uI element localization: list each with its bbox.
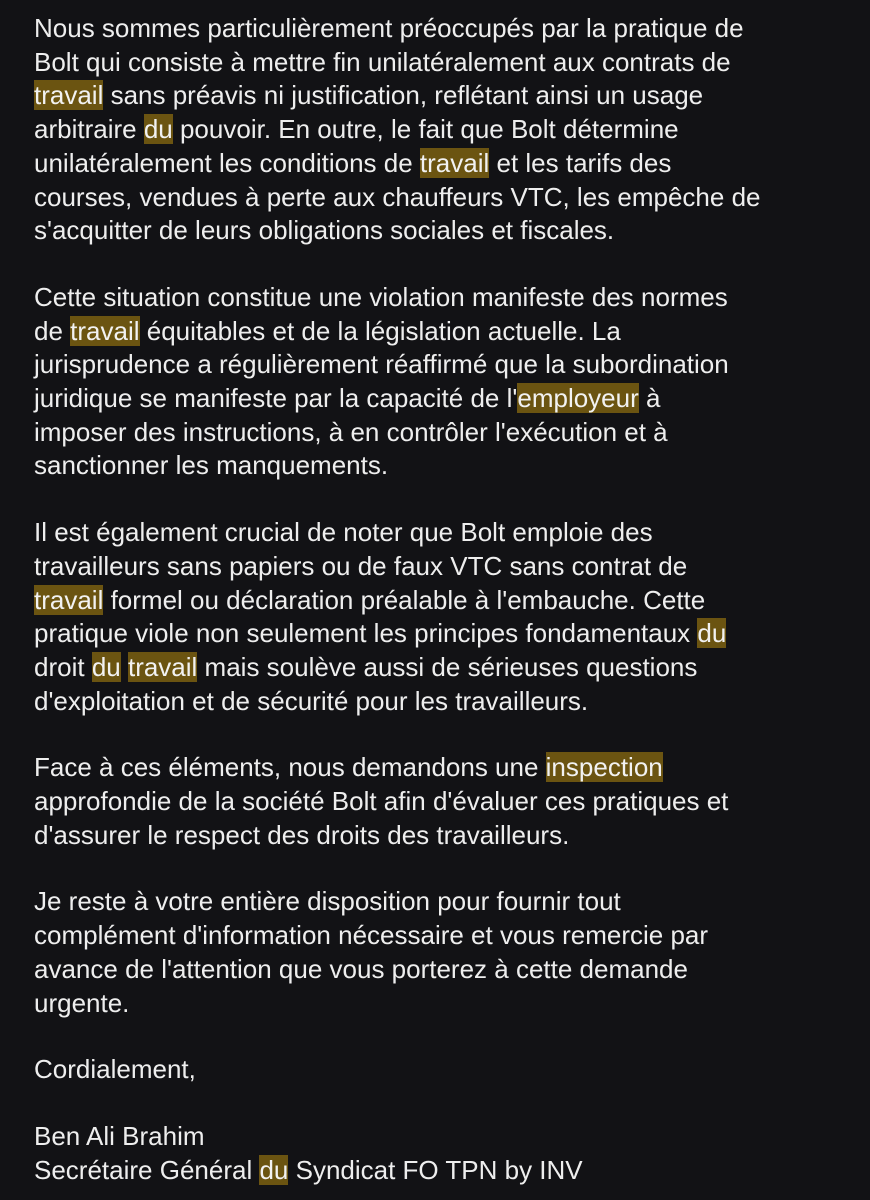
text-segment: d'exploitation et de sécurité pour les travailleurs. [34,685,589,716]
text-segment: complément d'information nécessaire et vous remercie par [34,920,709,951]
text-line [34,1154,850,1188]
text-segment: imposer des instructions, à en contrôler l'exécution et à [34,416,668,447]
text-line [34,751,850,785]
text-line [34,953,850,987]
text-line [34,685,850,719]
text-segment: Il est également crucial de noter que Bolt emploie des [34,517,653,548]
text-segment: droit [34,651,92,682]
text-segment: travailleurs sans papiers ou de faux VTC sans contrat de [34,550,688,581]
text-segment: avance de l'attention que vous porterez à cette demande [34,953,688,984]
text-segment: Cette situation constitue une violation manifeste des normes [34,281,728,312]
text-line [34,416,850,450]
highlighted-term: travail [419,147,490,178]
text-line [34,147,850,181]
text-line [34,516,850,550]
text-segment: pratique viole non seulement les principes fondamentaux [34,618,698,649]
highlighted-term: travail [34,584,104,615]
highlighted-term: du [259,1154,289,1185]
paragraph-availability [34,885,850,1020]
text-line [34,281,850,315]
text-line [34,181,850,215]
text-line [34,315,850,349]
paragraph-inspection-request [34,751,850,852]
text-line [34,1053,850,1087]
text-line [34,617,850,651]
text-line [34,348,850,382]
text-segment [121,652,128,682]
text-line [34,214,850,248]
text-segment: arbitraire [34,114,144,145]
highlighted-term: du [143,114,173,145]
text-line [34,819,850,853]
text-segment: formel ou déclaration préalable à l'embauche. Cette [103,584,706,615]
text-segment: courses, vendues à perte aux chauffeurs VTC, les empêche de [34,181,761,212]
text-segment: jurisprudence a régulièrement réaffirmé que la subordination [34,349,729,380]
text-segment: Cordialement, [34,1054,196,1085]
text-segment: Bolt qui consiste à mettre fin unilatéralement aux contrats de [34,46,731,77]
text-segment: d'assurer le respect des droits des travailleurs. [34,819,570,850]
text-line [34,46,850,80]
text-segment: sanctionner les manquements. [34,450,389,481]
text-segment: à [638,383,661,414]
text-segment: unilatéralement les conditions de [34,147,420,178]
text-line [34,12,850,46]
text-segment: pouvoir. En outre, le fait que Bolt détermine [172,114,679,145]
text-segment: Secrétaire Général [34,1154,260,1185]
text-segment: Je reste à votre entière disposition pour fournir tout [34,886,621,917]
text-segment: sans préavis ni justification, reflétant ainsi un usage [103,80,704,111]
highlighted-term: travail [34,80,104,111]
text-line [34,919,850,953]
signature-block [34,1120,850,1187]
text-line [34,584,850,618]
text-line [34,885,850,919]
paragraph-violation [34,281,850,483]
text-line [34,785,850,819]
text-segment: Nous sommes particulièrement préoccupés par la pratique de [34,13,744,43]
text-segment: juridique se manifeste par la capacité de l' [34,383,518,414]
text-line [34,79,850,113]
text-segment: mais soulève aussi de sérieuses questions [197,651,698,682]
text-line [34,382,850,416]
paragraph-undocumented-workers [34,516,850,718]
text-segment: approfondie de la société Bolt afin d'évaluer ces pratiques et [34,786,729,817]
text-segment: et les tarifs des [489,147,672,178]
closing-salutation [34,1053,850,1087]
text-segment: Syndicat FO TPN by INV [288,1154,583,1185]
text-line [34,550,850,584]
highlighted-term: travail [127,651,198,682]
text-line [34,449,850,483]
text-line [34,113,850,147]
text-line [34,987,850,1021]
text-segment: équitables et de la législation actuelle. La [139,315,621,346]
text-line [34,651,850,685]
paragraph-bolt-practices [34,12,850,248]
text-segment: Ben Ali Brahim [34,1120,205,1151]
text-line [34,1120,850,1154]
highlighted-term: inspection [545,752,663,783]
highlighted-term: employeur [517,383,639,414]
highlighted-term: du [91,651,121,682]
text-segment: de [34,315,71,346]
text-segment: s'acquitter de leurs obligations sociales et fiscales. [34,215,615,246]
text-segment: urgente. [34,987,130,1018]
highlighted-term: du [697,618,727,649]
text-segment: Face à ces éléments, nous demandons une [34,752,546,783]
highlighted-term: travail [70,315,140,346]
